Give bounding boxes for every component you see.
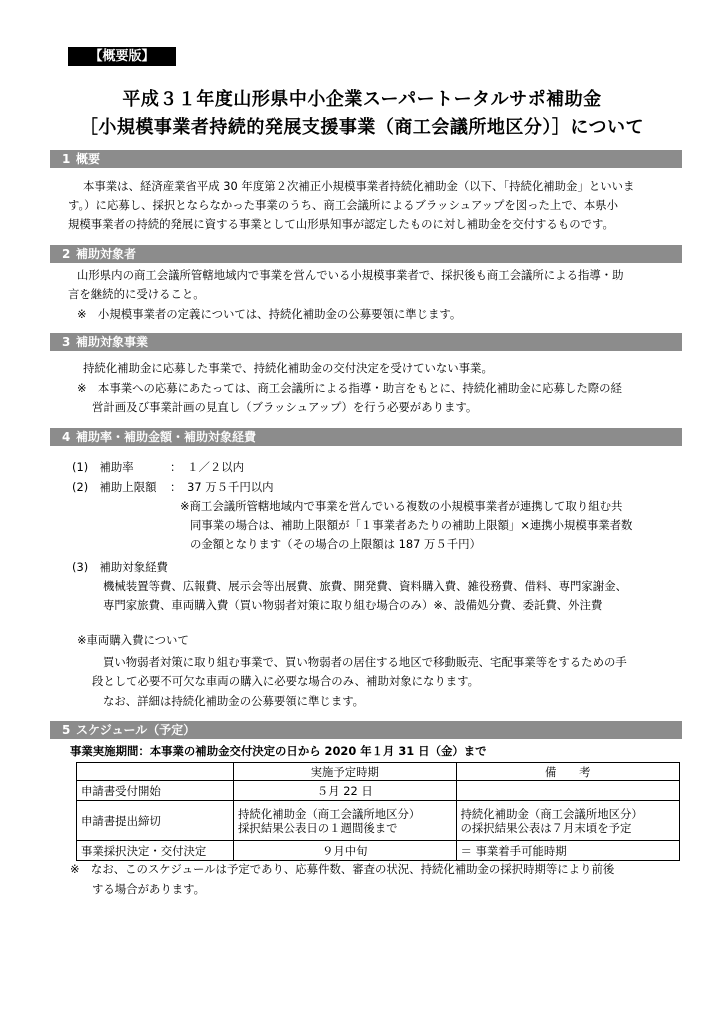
eligibility-text-line: 山形県内の商工会議所管轄地域内で事業を営んでいる小規模事業者で、採択後も商工会議所による指導・助 [77,268,624,282]
page-subtitle: ［小規模事業者持続的発展支援事業（商工会議所地区分）］について [79,117,645,138]
schedule-item: 申請書提出締切 [77,801,234,841]
vehicle-cost-text: 段として必要不可欠な車両の購入に必要な場合のみ、補助対象になります。 [92,674,480,688]
schedule-item: 事業採択決定・交付決定 [77,841,234,861]
schedule-time: 持続化補助金（商工会議所地区分） [238,806,421,821]
subsidy-limit-value: ： 37 万５千円以内 [170,480,274,494]
joint-project-note: 同事業の場合は、補助上限額が「１事業者あたりの補助上限額」×連携小規模事業者数 [190,518,633,532]
target-project-text-line: 持続化補助金に応募した事業で、持続化補助金の交付決定を受けていない事業。 [83,361,493,375]
subsidy-limit-label: (2) 補助上限額 [72,480,157,494]
table-row [77,801,680,841]
schedule-time: ５月 22 日 [234,781,456,801]
schedule-note: の採択結果公表は７月末頃を予定 [460,820,632,835]
schedule-note-cell [456,801,680,841]
section-header-3 [50,333,682,351]
vehicle-cost-text: なお、詳細は持続化補助金の公募要領に準じます。 [103,694,365,708]
overview-text-line: す。）に応募し、採択とならなかった事業のうち、商工会議所によるブラッシュアップを図った上で、本県小 [68,198,619,212]
table-header-cell [77,763,234,781]
schedule-table [76,762,680,861]
table-row [77,781,680,801]
overview-text-line: 本事業は、経済産業省平成 30 年度第２次補正小規模事業者持続化補助金（以下、「持続化補助金」といいま [83,179,635,193]
summary-tag: 【概要版】 [68,47,176,66]
section-header-4 [50,428,682,446]
eligible-expenses-label: (3) 補助対象経費 [72,560,168,574]
page-title: 平成３１年度山形県中小企業スーパートータルサポ補助金 [122,89,602,110]
eligible-expenses-list: 機械装置等費、広報費、展示会等出展費、旅費、開発費、資料購入費、雑役務費、借料、専門家謝金、 [103,579,627,593]
joint-project-note: の金額となります（その場合の上限額は 187 万５千円） [190,537,481,551]
target-project-note: 営計画及び事業計画の見直し（ブラッシュアップ）を行う必要があります。 [92,400,478,414]
schedule-note: ＝ 事業着手可能時期 [456,841,680,861]
section-number: 2 [62,247,71,261]
section-number: 3 [62,335,71,349]
table-header-cell: 実施予定時期 [234,763,456,781]
schedule-time: 採択結果公表日の１週間後まで [238,820,398,835]
eligibility-text-line: 言を継続的に受けること。 [68,287,205,301]
schedule-footnote: ※ なお、このスケジュールは予定であり、応募件数、審査の状況、持続化補助金の採択時期等により前後 [70,862,615,876]
section-number: 1 [62,152,71,166]
table-header-row [77,763,680,781]
target-project-note: ※ 本事業への応募にあたっては、商工会議所による指導・助言をもとに、持続化補助金に応募した際の経 [77,381,622,395]
section-header-2 [50,245,682,263]
vehicle-cost-title: ※車両購入費について [77,633,189,647]
section-title: 補助対象事業 [76,335,149,349]
subsidy-rate-value: ： １／２以内 [170,460,245,474]
section-header-5 [50,721,682,739]
schedule-item: 申請書受付開始 [77,781,234,801]
section-number: 4 [62,430,71,444]
schedule-time-cell [234,801,456,841]
schedule-note: 持続化補助金（商工会議所地区分） [460,806,643,821]
eligibility-note: ※ 小規模事業者の定義については、持続化補助金の公募要領に準じます。 [77,307,462,321]
schedule-note [456,781,680,801]
schedule-footnote: する場合があります。 [92,882,205,896]
section-title: 補助率・補助金額・補助対象経費 [76,430,257,444]
eligible-expenses-list: 専門家旅費、車両購入費（買い物弱者対策に取り組む場合のみ）※、設備処分費、委託費、外注費 [103,598,603,612]
joint-project-note: ※商工会議所管轄地域内で事業を営んでいる複数の小規模事業者が連携して取り組む共 [180,499,623,513]
vehicle-cost-text: 買い物弱者対策に取り組む事業で、買い物弱者の居住する地区で移動販売、宅配事業等をするための手 [103,655,627,669]
section-title: スケジュール（予定） [76,723,196,737]
overview-text-line: 規模事業者の持続的発展に資する事業として山形県知事が認定したものに対し補助金を交付するものです。 [68,217,614,231]
section-title: 概要 [76,152,101,166]
schedule-time: ９月中旬 [234,841,456,861]
section-number: 5 [62,723,71,737]
section-title: 補助対象者 [76,247,137,261]
table-header-cell: 備 考 [456,763,680,781]
implementation-period: 事業実施期間：本事業の補助金交付決定の日から 2020 年１月 31 日（金）まで [70,744,487,758]
subsidy-rate-label: (1) 補助率 [72,460,134,474]
table-row [77,841,680,861]
section-header-1 [50,150,682,168]
